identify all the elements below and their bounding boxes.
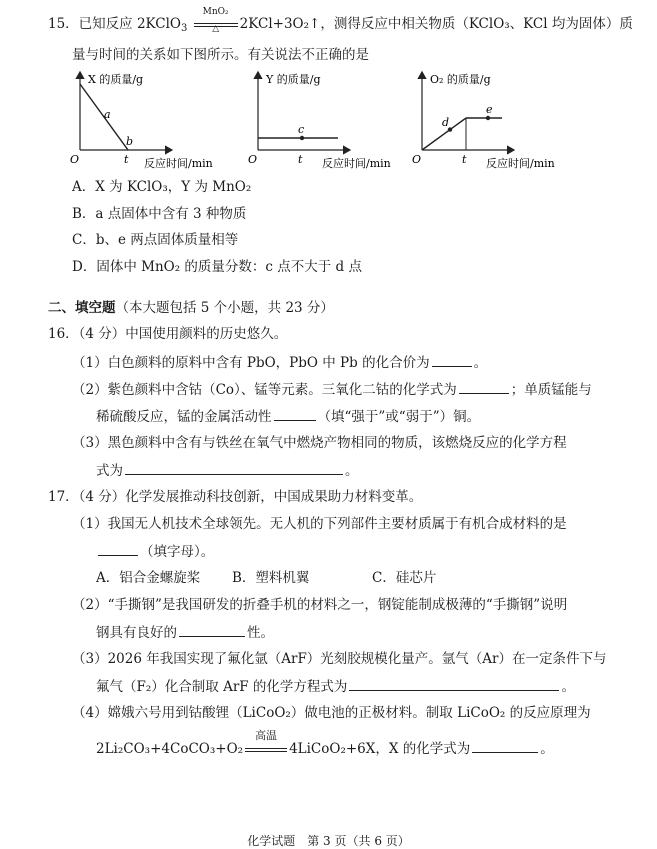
point-e-label: e <box>486 103 493 116</box>
q17-reaction-condition: 高温 <box>245 741 287 757</box>
point-e <box>486 116 490 120</box>
q16-part2-line1: （2）紫色颜料中含钴（Co）、锰等元素。三氧化二钴的化学式为 ；单质锰能与 <box>72 382 592 398</box>
section-heading <box>48 300 334 316</box>
origin-label: O <box>70 153 80 166</box>
q17-part4-line1: （4）嫦娥六号用到钴酸锂（LiCoO₂）做电池的正极材料。制取 LiCoO₂ 的反应原理为 <box>72 705 591 721</box>
t-label: t <box>298 153 303 166</box>
graph-o2-mass <box>402 66 562 171</box>
point-d-label: d <box>442 116 450 129</box>
answer-blank[interactable] <box>472 740 538 753</box>
graph-y-mass <box>238 66 398 171</box>
answer-blank[interactable] <box>98 543 138 556</box>
q15-stem-line2: 量与时间的关系如下图所示。有关说法不正确的是 <box>72 47 369 63</box>
t-label: t <box>462 153 467 166</box>
x-label: 反应时间/min <box>486 157 555 170</box>
q15-option-b: B．a 点固体中含有 3 种物质 <box>72 206 247 222</box>
q15-option-d: D．固体中 MnO₂ 的质量分数：c 点不大于 d 点 <box>72 259 362 275</box>
point-a-label: a <box>104 108 111 121</box>
y-label: O₂ 的质量/g <box>430 73 491 86</box>
q17-part1-option-b: B．塑料机翼 <box>232 570 310 586</box>
y-label: Y 的质量/g <box>266 73 321 86</box>
answer-blank[interactable] <box>125 462 343 475</box>
answer-blank[interactable] <box>459 381 509 394</box>
q17-part1-line1: （1）我国无人机技术全球领先。无人机的下列部件主要材质属于有机合成材料的是 <box>72 516 567 532</box>
q16-part3-line1: （3）黑色颜料中含有与铁丝在氧气中燃烧产物相同的物质，该燃烧反应的化学方程 <box>72 435 567 451</box>
q15-stem-b: 2KCl+3O₂↑，测得反应中相关物质（KClO₃、KCl 均为固体）质 <box>239 16 633 32</box>
origin-label: O <box>248 153 258 166</box>
q17-part1-option-c: C．硅芯片 <box>372 570 437 586</box>
q16-part3-line2: 式为 。 <box>96 463 359 479</box>
q17-part4-line2: 2Li₂CO₃+4CoCO₃+O₂ 高温 4LiCoO₂+6X，X 的化学式为 。 <box>96 729 554 757</box>
origin-label: O <box>412 153 422 166</box>
point-b-label: b <box>126 135 134 148</box>
q17-part2-line1: （2）“手撕钢”是我国研发的折叠手机的材料之一，钢锭能制成极薄的“手撕钢”说明 <box>72 597 568 613</box>
q16-stem: 16．（4 分）中国使用颜料的历史悠久。 <box>48 326 288 342</box>
x-label: 反应时间/min <box>322 157 391 170</box>
q16-part1: （1）白色颜料的原料中含有 PbO，PbO 中 Pb 的化合价为 。 <box>72 355 488 371</box>
answer-blank[interactable] <box>274 408 316 421</box>
section-note: （本大题包括 5 个小题，共 23 分） <box>115 300 334 316</box>
q15-reaction-condition: MnO₂ △ <box>194 16 238 32</box>
y-label: X 的质量/g <box>88 73 144 86</box>
q17-part3-line2: 氟气（F₂）化合制取 ArF 的化学方程式为 。 <box>96 679 575 695</box>
point-c <box>300 136 304 140</box>
t-label: t <box>124 153 129 166</box>
answer-blank[interactable] <box>179 624 245 637</box>
q17-part1-option-a: A．铝合金螺旋桨 <box>96 570 201 586</box>
page-footer: 化学试题 第 3 页（共 6 页） <box>247 834 410 848</box>
q16-part2-line2: 稀硫酸反应，锰的金属活动性 （填“强于”或“弱于”）铜。 <box>96 409 481 425</box>
x-label: 反应时间/min <box>144 157 213 170</box>
answer-blank[interactable] <box>432 354 472 367</box>
q17-part1-line2: （填字母）。 <box>96 543 214 560</box>
answer-blank[interactable] <box>349 678 559 691</box>
q17-stem: 17．（4 分）化学发展推动科技创新，中国成果助力材料变革。 <box>48 489 423 505</box>
q15-option-a: A．X 为 KClO₃，Y 为 MnO₂ <box>72 179 252 195</box>
section-title: 二、填空题 <box>48 300 116 316</box>
q15-stem-a: 15．已知反应 2KClO <box>48 16 181 32</box>
q17-part2-line2: 钢具有良好的 性。 <box>96 625 274 641</box>
graph-x-mass <box>60 66 220 171</box>
point-c-label: c <box>298 123 305 136</box>
q15-stem-line1: 15．已知反应 2KClO$_3$ MnO₂ △ 2KCl+3O₂↑，测得反应中相关物质（KClO₃、KCl 均为固体）质 <box>48 7 633 34</box>
q17-part3-line1: （3）2026 年我国实现了氟化氩（ArF）光刻胶规模化量产。氩气（Ar）在一定条件下与 <box>72 651 607 667</box>
q15-option-c: C．b、e 两点固体质量相等 <box>72 232 239 248</box>
